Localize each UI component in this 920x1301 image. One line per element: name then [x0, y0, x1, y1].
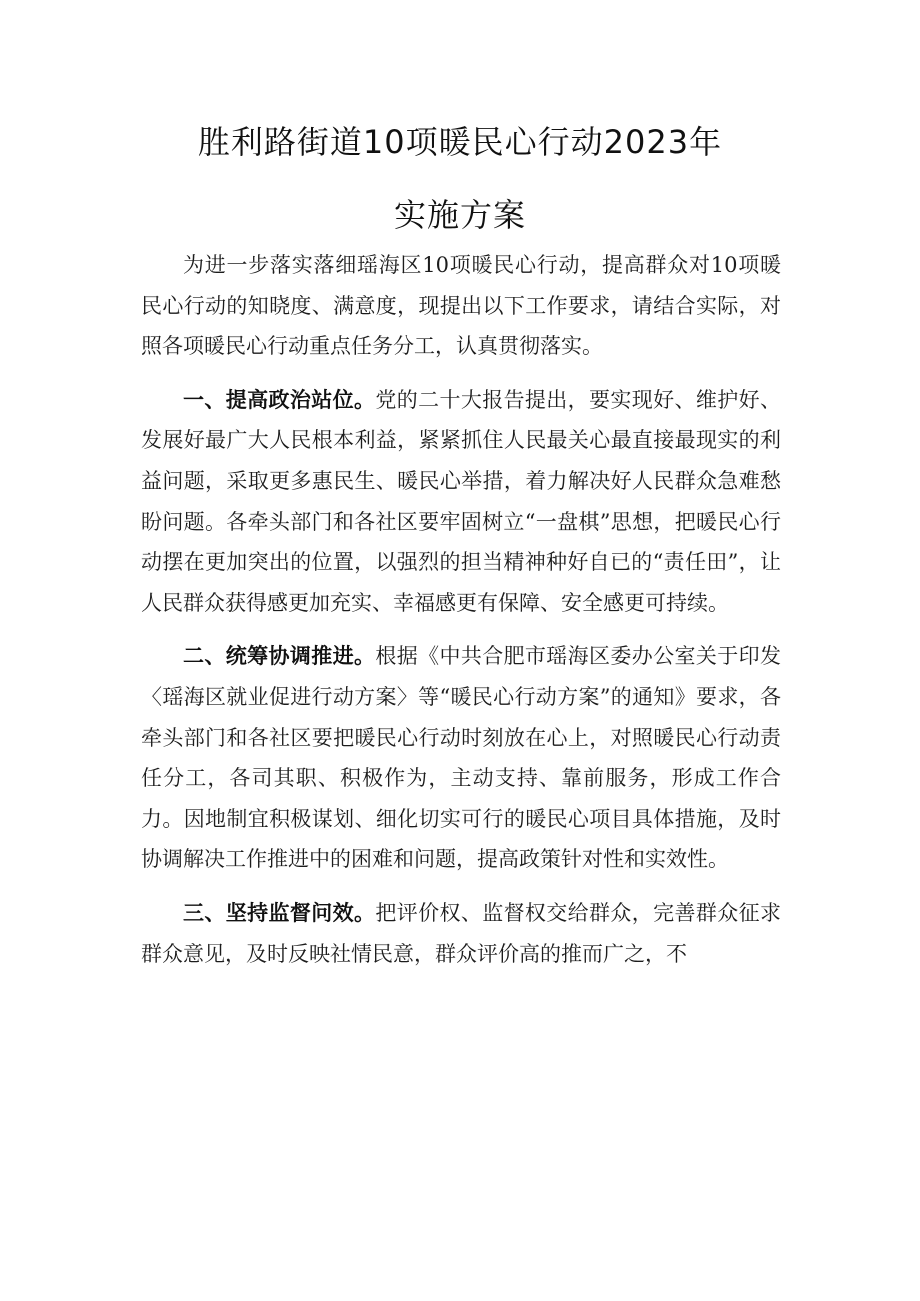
section-heading-3: 三、坚持监督问效。: [183, 900, 376, 925]
section-paragraph-1: [141, 380, 781, 624]
section-heading-1: 一、提高政治站位。: [183, 387, 376, 412]
section-heading-2: 二、统筹协调推进。: [183, 644, 376, 669]
section-text-2: 根据《中共合肥市瑶海区委办公室关于印发〈瑶海区就业促进行动方案〉等“暖民心行动方案”的通知》要求，各牵头部门和各社区要把暖民心行动时刻放在心上，对照暖民心行动责任分工，各司其职、积极作为，主动支持、靠前服务，形成工作合力。因地制宜积极谋划、细化切实可行的暖民心项目具体措施，及时协调解决工作推进中的困难和问题，提高政策针对性和实效性。: [141, 644, 782, 872]
intro-paragraph: 为进一步落实落细瑶海区10项暖民心行动，提高群众对10项暖民心行动的知晓度、满意度，现提出以下工作要求，请结合实际，对照各项暖民心行动重点任务分工，认真贯彻落实。: [141, 253, 781, 359]
section-paragraph-3: [141, 893, 781, 974]
document-title-line-1: 胜利路街道10项暖民心行动2023年: [197, 123, 723, 161]
section-text-3: 把评价权、监督权交给群众，完善群众征求群众意见，及时反映社情民意，群众评价高的推而广之，不: [141, 900, 782, 966]
document-title-line-2: 实施方案: [393, 196, 526, 234]
section-paragraph-2: [141, 636, 781, 880]
document-body: [141, 245, 781, 974]
section-text-1: 党的二十大报告提出，要实现好、维护好、发展好最广大人民根本利益，紧紧抓住人民最关心最直接最现实的利益问题，采取更多惠民生、暖民心举措，着力解决好人民群众急难愁盼问题。各牵头部门和各社区要牢固树立“一盘棋”思想，把暖民心行动摆在更加突出的位置，以强烈的担当精神种好自已的“责任田”，让人民群众获得感更加充实、幸福感更有保障、安全感更可持续。: [141, 387, 782, 615]
